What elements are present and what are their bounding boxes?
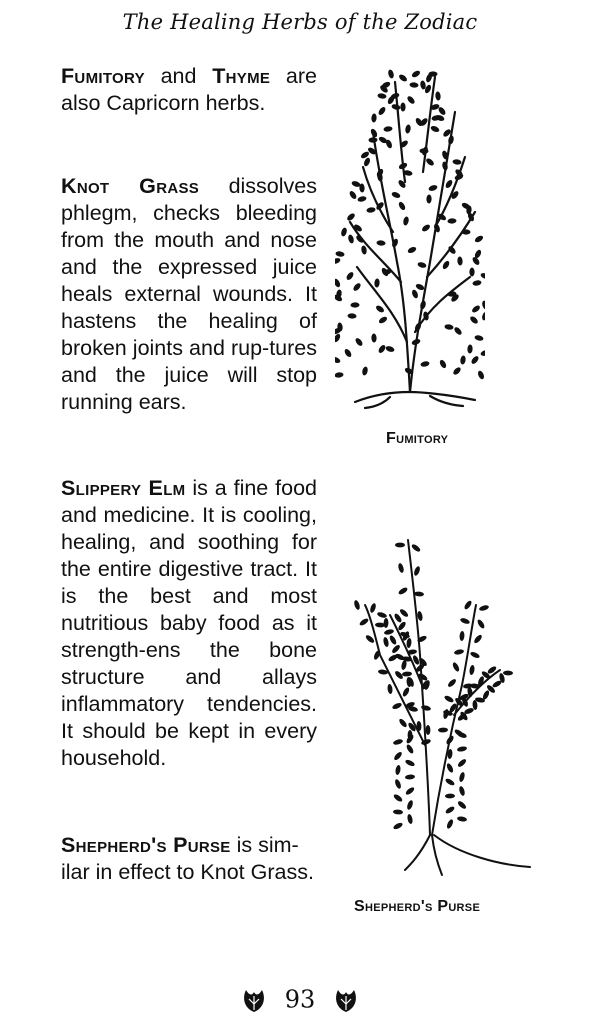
leaf-shape	[395, 543, 405, 548]
leaf-shape	[377, 93, 387, 100]
leaf-shape	[474, 234, 484, 243]
leaf-shape	[391, 644, 401, 655]
entry-text: are also Capricorn herbs.	[61, 64, 317, 115]
leaf-shape	[397, 621, 407, 632]
leaf-shape	[459, 631, 464, 641]
leaf-shape	[467, 344, 473, 353]
leaf-shape	[347, 313, 356, 319]
leaf-shape	[444, 179, 453, 189]
leaf-shape	[457, 800, 468, 810]
entry-text: is sim-ilar in effect to Knot Grass.	[61, 833, 314, 884]
leaf-shape	[391, 103, 401, 110]
leaf-shape	[383, 126, 393, 132]
entry-shepherds-purse	[61, 832, 317, 886]
herb-name: Thyme	[212, 64, 271, 88]
leaf-shape	[369, 602, 377, 613]
leaf-shape	[481, 311, 485, 321]
leaf-shape	[407, 814, 414, 825]
leaf-shape	[377, 611, 388, 619]
leaf-shape	[473, 634, 483, 645]
leaf-shape	[388, 634, 397, 645]
leaf-shape	[481, 300, 485, 310]
leaf-shape	[368, 137, 377, 143]
leaf-shape	[347, 234, 354, 244]
leaf-shape	[352, 282, 362, 292]
leaf-shape	[426, 725, 431, 735]
leaf-shape	[420, 360, 430, 367]
leaf-shape	[444, 805, 455, 814]
leaf-shape	[354, 337, 364, 347]
running-header: The Healing Herbs of the Zodiac	[122, 10, 478, 34]
leaf-shape	[335, 257, 341, 265]
leaf-shape	[446, 818, 455, 829]
leaf-shape	[401, 686, 410, 697]
leaf-shape	[374, 278, 380, 287]
entry-slippery-elm	[61, 475, 317, 772]
leaf-shape	[343, 348, 352, 358]
leaf-shape	[397, 201, 406, 211]
leaf-shape	[383, 618, 388, 628]
leaf-shape	[398, 73, 408, 83]
leaf-shape	[405, 124, 412, 134]
leaf-shape	[395, 765, 401, 776]
leaf-shape	[425, 157, 435, 167]
leaf-shape	[453, 326, 463, 336]
leaf-shape	[402, 671, 412, 676]
leaf-shape	[461, 229, 470, 234]
entry-text: and	[144, 64, 213, 88]
leaf-shape	[421, 223, 431, 232]
leaf-shape	[365, 634, 376, 644]
leaf-shape	[378, 315, 388, 324]
leaf-shape	[370, 128, 379, 138]
leaf-shape	[409, 82, 418, 88]
leaf-shape	[411, 289, 419, 299]
leaf-ornament-icon	[240, 986, 268, 1014]
entry-knot-grass	[61, 173, 317, 416]
entry-text: dissolves phlegm, checks bleeding from the mouth and nose and the expressed juice heals external wounds. It hastens the healing of broken joints and rup-tures and the juice will stop running ears.	[61, 174, 317, 414]
leaf-shape	[419, 300, 426, 310]
leaf-shape	[469, 315, 479, 325]
leaf-shape	[457, 746, 468, 753]
leaf-shape	[405, 743, 414, 754]
leaf-shape	[477, 370, 485, 380]
leaf-shape	[399, 608, 410, 618]
leaf-shape	[408, 730, 413, 740]
page-footer	[0, 985, 600, 1014]
leaf-shape	[361, 245, 368, 255]
leaf-shape	[411, 69, 421, 78]
leaf-shape	[397, 563, 404, 574]
leaf-shape	[353, 600, 361, 611]
leaf-shape	[415, 283, 425, 292]
leaf-shape	[430, 125, 440, 134]
leaf-shape	[406, 95, 416, 105]
leaf-shape	[335, 356, 341, 364]
leaf-shape	[459, 617, 470, 625]
leaf-shape	[480, 272, 485, 280]
leaf-shape	[421, 704, 432, 711]
leaf-shape	[350, 302, 359, 307]
leaf-shape	[391, 191, 401, 199]
leaf-shape	[405, 774, 415, 780]
leaf-shape	[366, 207, 376, 214]
leaf-shape	[375, 304, 385, 313]
leaf-shape	[375, 622, 385, 627]
leaf-shape	[444, 777, 455, 786]
leaf-shape	[406, 638, 412, 649]
leaf-shape	[411, 543, 422, 553]
shepherds-purse-illustration	[350, 535, 540, 880]
leaf-shape	[392, 822, 403, 831]
leaf-shape	[335, 251, 345, 258]
leaf-shape	[438, 727, 448, 732]
leaf-shape	[471, 304, 481, 314]
leaf-shape	[391, 702, 402, 710]
leaf-shape	[406, 799, 414, 810]
leaf-ornament-icon	[332, 986, 360, 1014]
leaf-shape	[403, 216, 410, 226]
leaf-shape	[407, 246, 417, 255]
leaf-shape	[460, 355, 466, 365]
leaf-shape	[397, 586, 408, 595]
leaf-shape	[420, 80, 427, 90]
herb-name: Fumitory	[61, 64, 145, 88]
leaf-shape	[474, 334, 484, 341]
leaf-shape	[426, 194, 432, 203]
leaf-shape	[417, 261, 427, 268]
leaf-shape	[387, 69, 394, 79]
leaf-shape	[371, 333, 377, 342]
leaf-shape	[439, 359, 448, 369]
leaf-shape	[394, 778, 402, 789]
herb-name: Knot Grass	[61, 174, 200, 198]
leaf-shape	[441, 260, 450, 270]
leaf-shape	[446, 762, 455, 773]
leaf-shape	[404, 759, 415, 768]
leaf-shape	[413, 565, 421, 576]
herb-name: Slippery Elm	[61, 476, 186, 500]
leaf-shape	[363, 157, 371, 167]
leaf-shape	[405, 786, 416, 796]
leaf-shape	[376, 240, 385, 246]
leaf-shape	[480, 349, 485, 357]
leaf-shape	[469, 268, 474, 277]
leaf-shape	[457, 256, 463, 265]
leaf-shape	[335, 333, 342, 343]
leaf-shape	[452, 661, 461, 672]
leaf-shape	[458, 786, 466, 797]
leaf-shape	[393, 613, 403, 624]
leaf-shape	[383, 637, 390, 648]
leaf-shape	[385, 345, 395, 353]
caption-shepherds-purse: Shepherd's Purse	[354, 898, 481, 915]
leaf-shape	[393, 809, 403, 814]
leaf-shape	[384, 628, 395, 635]
leaf-shape	[454, 649, 465, 656]
leaf-shape	[452, 366, 462, 376]
leaf-shape	[445, 794, 455, 799]
leaf-shape	[479, 604, 490, 612]
entry-text: is a fine food and medicine. It is cooling, healing, and soothing for the entire digestive tract. It is the best and most nutritious baby food as it strength-ens the bone structure and allays inflammatory tendencies. It should be kept in every household.	[61, 476, 317, 770]
leaf-shape	[476, 618, 485, 629]
leaf-shape	[447, 678, 458, 688]
herb-name: Shepherd's Purse	[61, 833, 231, 857]
leaf-shape	[377, 344, 386, 354]
fumitory-illustration	[335, 62, 485, 412]
entry-fumitory-thyme	[61, 63, 317, 117]
leaf-shape	[458, 772, 465, 783]
leaf-shape	[435, 91, 441, 100]
leaf-shape	[503, 671, 513, 676]
leaf-shape	[371, 113, 377, 122]
leaf-shape	[387, 684, 393, 695]
leaf-shape	[457, 758, 468, 768]
leaf-shape	[469, 665, 475, 676]
leaf-shape	[444, 324, 454, 331]
leaf-shape	[470, 355, 480, 365]
leaf-shape	[393, 793, 404, 803]
leaf-shape	[452, 159, 462, 165]
leaf-shape	[345, 271, 355, 281]
leaf-shape	[376, 168, 385, 178]
leaf-shape	[398, 718, 408, 729]
leaf-shape	[447, 218, 456, 224]
leaf-shape	[393, 738, 404, 745]
leaf-shape	[346, 212, 356, 222]
leaf-shape	[400, 102, 405, 111]
leaf-shape	[469, 651, 480, 660]
leaf-shape	[457, 816, 468, 822]
leaf-shape	[335, 278, 341, 288]
leaf-shape	[357, 195, 367, 202]
page-number: 93	[284, 985, 316, 1014]
leaf-shape	[472, 280, 482, 287]
leaf-shape	[335, 372, 344, 378]
leaf-shape	[359, 617, 370, 627]
caption-fumitory: Fumitory	[386, 430, 449, 447]
leaf-shape	[348, 190, 357, 200]
leaf-shape	[463, 600, 473, 611]
leaf-shape	[393, 751, 403, 762]
leaf-shape	[377, 106, 386, 116]
leaf-shape	[447, 135, 454, 145]
leaf-shape	[443, 694, 454, 703]
leaf-shape	[428, 184, 438, 192]
leaf-shape	[361, 366, 368, 376]
leaf-shape	[340, 227, 348, 237]
